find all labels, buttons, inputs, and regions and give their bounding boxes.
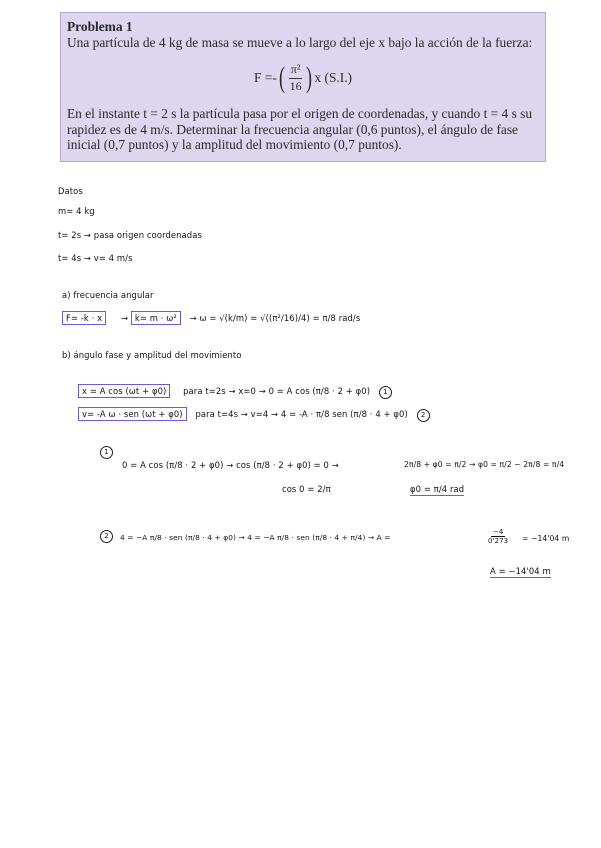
formula-rhs: x (S.I.)	[314, 70, 353, 86]
problem-body: En el instante t = 2 s la partícula pasa por el origen de coordenadas, y cuando t = 4 s su rapidez es de 4 m/s. Determinar la frecuencia angular (0,6 puntos), el ángulo de fase inicial (0,7 puntos) y la amplitud del movimiento (0,7 puntos).	[67, 106, 533, 152]
datos-mass: m= 4 kg	[58, 206, 95, 216]
equation-2-fraction	[488, 528, 508, 545]
equation-1-text: 0 = A cos (π/8 · 2 + φ0) → cos (π/8 · 2 + φ0) = 0 →	[122, 460, 339, 470]
equation-2-numerator: −4	[492, 528, 504, 536]
datos-title: Datos	[58, 186, 83, 196]
initial-phase-result: φ0 = π/4 rad	[410, 484, 465, 494]
part-a-line: F= -k · x → k= m · ω² → ω = √(k/m) = √((π²/16)/4) = π/8 rad/s	[62, 313, 360, 323]
equation-marker-1: 1	[379, 386, 392, 399]
equation-1-side-note: cos 0 = 2/π	[282, 484, 331, 494]
part-a-title: a) frecuencia angular	[62, 290, 154, 300]
equation-1-solve: 2π/8 + φ0 = π/2 → φ0 = π/2 − 2π/8 = π/4	[404, 460, 565, 469]
omega-result: → ω = √(k/m) = √((π²/16)/4) = π/8 rad/s	[189, 313, 361, 323]
position-equation-line	[78, 386, 392, 399]
force-formula: F =- ( $\frac{\text{π²}}{16}$ ) x (S.I.)	[253, 61, 353, 94]
equation-2-result	[490, 566, 551, 576]
spring-constant-box: k= m · ω²	[131, 311, 181, 325]
equation-2-tail: = −14'04 m	[522, 534, 570, 543]
equation-1-label	[100, 446, 113, 459]
problem-statement	[60, 12, 546, 162]
equation-marker-2: 2	[417, 409, 430, 422]
formula-fraction	[289, 62, 303, 94]
formula-numerator: π²	[289, 62, 303, 79]
equation-2-label	[100, 530, 113, 543]
hooke-law-box: F= -k · x	[62, 311, 106, 325]
equation-2-denominator: 0'273	[488, 537, 509, 545]
amplitude-result: A = −14'04 m	[490, 566, 551, 576]
equation-2-text: 4 = −A π/8 · sen (π/8 · 4 + φ0) → 4 = −A π/8 · sen (π/8 · 4 + π/4) → A =	[120, 533, 391, 542]
datos-t2: t= 2s → pasa origen coordenadas	[58, 230, 202, 240]
equation-1-marker: 1	[100, 446, 113, 459]
formula-lhs: F =-	[253, 70, 277, 86]
problem-title: Problema 1	[67, 19, 133, 34]
velocity-condition: para t=4s → v=4 → 4 = -A · π/8 sen (π/8 · 4 + φ0)	[195, 409, 408, 419]
equation-1-result	[410, 484, 464, 494]
velocity-equation-line	[78, 409, 430, 422]
problem-intro: Una partícula de 4 kg de masa se mueve a lo largo del eje x bajo la acción de la fuerza:	[67, 34, 533, 50]
position-condition: para t=2s → x=0 → 0 = A cos (π/8 · 2 + φ0)	[183, 386, 371, 396]
part-b-title: b) ángulo fase y amplitud del movimiento	[62, 350, 242, 360]
velocity-equation-box: v= -A ω · sen (ωt + φ0)	[78, 407, 187, 421]
datos-t4: t= 4s → v= 4 m/s	[58, 253, 133, 263]
equation-2-marker: 2	[100, 530, 113, 543]
formula-denominator: 16	[289, 78, 302, 93]
position-equation-box: x = A cos (ωt + φ0)	[78, 384, 170, 398]
